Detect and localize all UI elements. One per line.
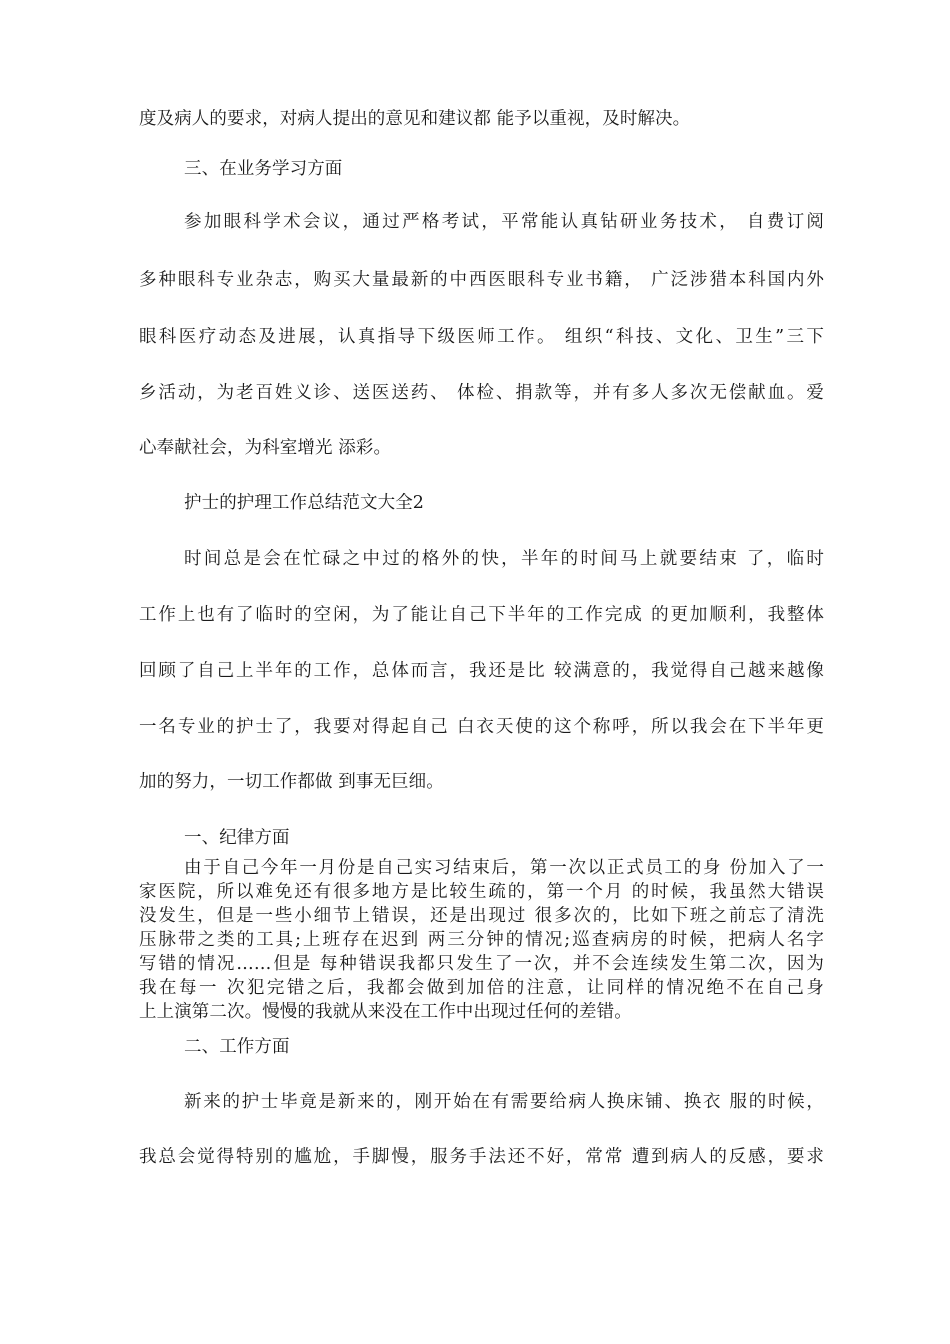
paragraph-line: 我在每一 次犯完错之后，我都会做到加倍的注意，让同样的情况绝不在自己身: [139, 978, 824, 998]
paragraph-line: 参加眼科学术会议，通过严格考试，平常能认真钻研业务技术， 自费订阅: [184, 212, 824, 232]
paragraph-line: 新来的护士毕竟是新来的，刚开始在有需要给病人换床铺、换衣 服的时候，: [184, 1092, 824, 1112]
paragraph-line: 加的努力，一切工作都做 到事无巨细。: [139, 772, 444, 792]
paragraph-line: 心奉献社会，为科室增光 添彩。: [139, 438, 392, 458]
paragraph-line: 一名专业的护士了，我要对得起自己 白衣天使的这个称呼，所以我会在下半年更: [139, 717, 824, 737]
paragraph-line: 多种眼科专业杂志，购买大量最新的中西医眼科专业书籍， 广泛涉猎本科国内外: [139, 270, 824, 290]
paragraph-line: 家医院，所以难免还有很多地方是比较生疏的，第一个月 的时候，我虽然大错误: [139, 882, 824, 902]
article-title-2: 护士的护理工作总结范文大全2: [184, 493, 425, 513]
paragraph-line: 工作上也有了临时的空闲，为了能让自己下半年的工作完成 的更加顺利，我整体: [139, 605, 824, 625]
paragraph-line: 乡活动，为老百姓义诊、送医送药、 体检、捐款等，并有多人多次无偿献血。爱: [139, 383, 824, 403]
paragraph-line: 度及病人的要求，对病人提出的意见和建议都 能予以重视，及时解决。: [139, 109, 691, 129]
paragraph-line: 压脉带之类的工具;上班存在迟到 两三分钟的情况;巡查病房的时候，把病人名字: [139, 930, 824, 950]
paragraph-line: 上上演第二次。慢慢的我就从来没在工作中出现过任何的差错。: [139, 1002, 632, 1022]
paragraph-line: 回顾了自己上半年的工作，总体而言，我还是比 较满意的，我觉得自己越来越像: [139, 661, 824, 681]
paragraph-line: 没发生，但是一些小细节上错误，还是出现过 很多次的，比如下班之前忘了清洗: [139, 906, 824, 926]
section-heading-work: 二、工作方面: [184, 1037, 290, 1057]
paragraph-line: 写错的情况……但是 每种错误我都只发生了一次，并不会连续发生第二次，因为: [139, 954, 824, 974]
paragraph-line: 我总会觉得特别的尴尬，手脚慢，服务手法还不好，常常 遭到病人的反感，要求: [139, 1147, 824, 1167]
paragraph-line: 时间总是会在忙碌之中过的格外的快，半年的时间马上就要结束 了，临时: [184, 549, 824, 569]
section-heading-study: 三、在业务学习方面: [184, 159, 343, 179]
paragraph-line: 由于自己今年一月份是自己实习结束后，第一次以正式员工的身 份加入了一: [184, 858, 824, 878]
paragraph-line: 眼科医疗动态及进展，认真指导下级医师工作。 组织“科技、文化、卫生”三下: [139, 327, 824, 347]
section-heading-discipline: 一、纪律方面: [184, 828, 290, 848]
